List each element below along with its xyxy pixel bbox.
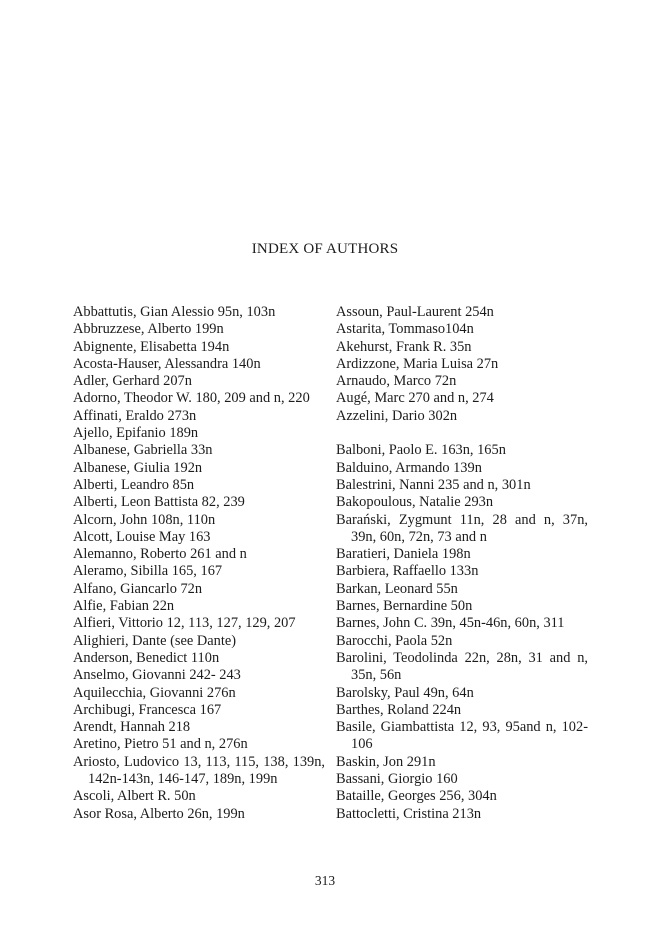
index-entry: Barański, Zygmunt 11n, 28 and n, 37n, 39n, 60n, 72n, 73 and n (336, 511, 588, 545)
index-entry: Barkan, Leonard 55n (336, 580, 458, 597)
index-entry: Alcott, Louise May 163 (73, 528, 211, 545)
index-entry: Azzelini, Dario 302n (336, 407, 458, 424)
index-entry: Ariosto, Ludovico 13, 113, 115, 138, 139n, 142n-143n, 146-147, 189n, 199n (73, 753, 325, 788)
index-entry: Barocchi, Paola 52n (336, 632, 453, 649)
index-entry: Basile, Giambattista 12, 93, 95and n, 102-106 (336, 719, 588, 753)
index-entry: Baskin, Jon 291n (336, 753, 436, 770)
index-entry: Bataille, Georges 256, 304n (336, 788, 497, 805)
index-entry: Archibugi, Francesca 167 (73, 701, 222, 718)
index-entry: Augé, Marc 270 and n, 274 (336, 390, 494, 407)
index-entry: Alfano, Giancarlo 72n (73, 580, 203, 597)
index-entry: Asor Rosa, Alberto 26n, 199n (73, 805, 245, 822)
index-entry: Bakopoulous, Natalie 293n (336, 494, 494, 511)
index-entry: Alberti, Leon Battista 82, 239 (73, 494, 245, 511)
index-entry: Alfie, Fabian 22n (73, 598, 175, 615)
index-entry: Barolini, Teodolinda 22n, 28n, 31 and n, 35n, 56n (336, 649, 588, 684)
index-entry: Adler, Gerhard 207n (73, 373, 192, 390)
index-entry: Ajello, Epifanio 189n (73, 425, 199, 442)
index-entry: Alighieri, Dante (see Dante) (73, 632, 237, 649)
index-entry: Astarita, Tommaso104n (336, 321, 474, 338)
index-entry: Anselmo, Giovanni 242- 243 (73, 667, 241, 684)
index-entry: Balestrini, Nanni 235 and n, 301n (336, 476, 531, 493)
index-entry: Adorno, Theodor W. 180, 209 and n, 220 (73, 390, 310, 407)
index-entry: Abbattutis, Gian Alessio 95n, 103n (73, 304, 276, 320)
index-entry: Alfieri, Vittorio 12, 113, 127, 129, 207 (73, 615, 296, 632)
index-entry: Anderson, Benedict 110n (73, 649, 220, 666)
page-number: 313 (314, 873, 336, 888)
index-entry: Arnaudo, Marco 72n (336, 373, 457, 390)
index-entry: Bassani, Giorgio 160 (336, 771, 458, 788)
index-entry: Alcorn, John 108n, 110n (73, 511, 216, 528)
index-entry: Baratieri, Daniela 198n (336, 546, 471, 563)
index-entry: Albanese, Gabriella 33n (73, 442, 213, 459)
page-title: INDEX OF AUTHORS (251, 241, 399, 257)
index-entry: Aleramo, Sibilla 165, 167 (73, 563, 223, 580)
index-entry: Barnes, John C. 39n, 45n-46n, 60n, 311 (336, 615, 565, 632)
index-column-left (73, 304, 325, 823)
index-entry: Barthes, Roland 224n (336, 701, 462, 718)
index-entry: Alberti, Leandro 85n (73, 476, 195, 493)
index-entry: Affinati, Eraldo 273n (73, 407, 197, 424)
index-entry: Akehurst, Frank R. 35n (336, 338, 472, 355)
index-entry: Arendt, Hannah 218 (73, 719, 191, 736)
index-entry: Barbiera, Raffaello 133n (336, 563, 479, 580)
index-entry: Ardizzone, Maria Luisa 27n (336, 355, 499, 372)
index-entry: Alemanno, Roberto 261 and n (73, 546, 247, 563)
index-entry: Aquilecchia, Giovanni 276n (73, 684, 236, 701)
index-entry: Balboni, Paolo E. 163n, 165n (336, 442, 506, 459)
index-entry: Balduino, Armando 139n (336, 459, 482, 476)
index-entry: Acosta-Hauser, Alessandra 140n (73, 355, 261, 372)
index-column-right (336, 304, 588, 823)
index-entry: Assoun, Paul-Laurent 254n (336, 304, 494, 320)
index-entry: Barolsky, Paul 49n, 64n (336, 684, 474, 701)
index-entry: Ascoli, Albert R. 50n (73, 788, 196, 805)
index-entry: Aretino, Pietro 51 and n, 276n (73, 736, 248, 753)
index-entry: Abignente, Elisabetta 194n (73, 338, 230, 355)
index-entry: Abbruzzese, Alberto 199n (73, 321, 224, 338)
index-entry: Albanese, Giulia 192n (73, 459, 203, 476)
index-entry: Battocletti, Cristina 213n (336, 805, 482, 822)
index-entry: Barnes, Bernardine 50n (336, 598, 473, 615)
